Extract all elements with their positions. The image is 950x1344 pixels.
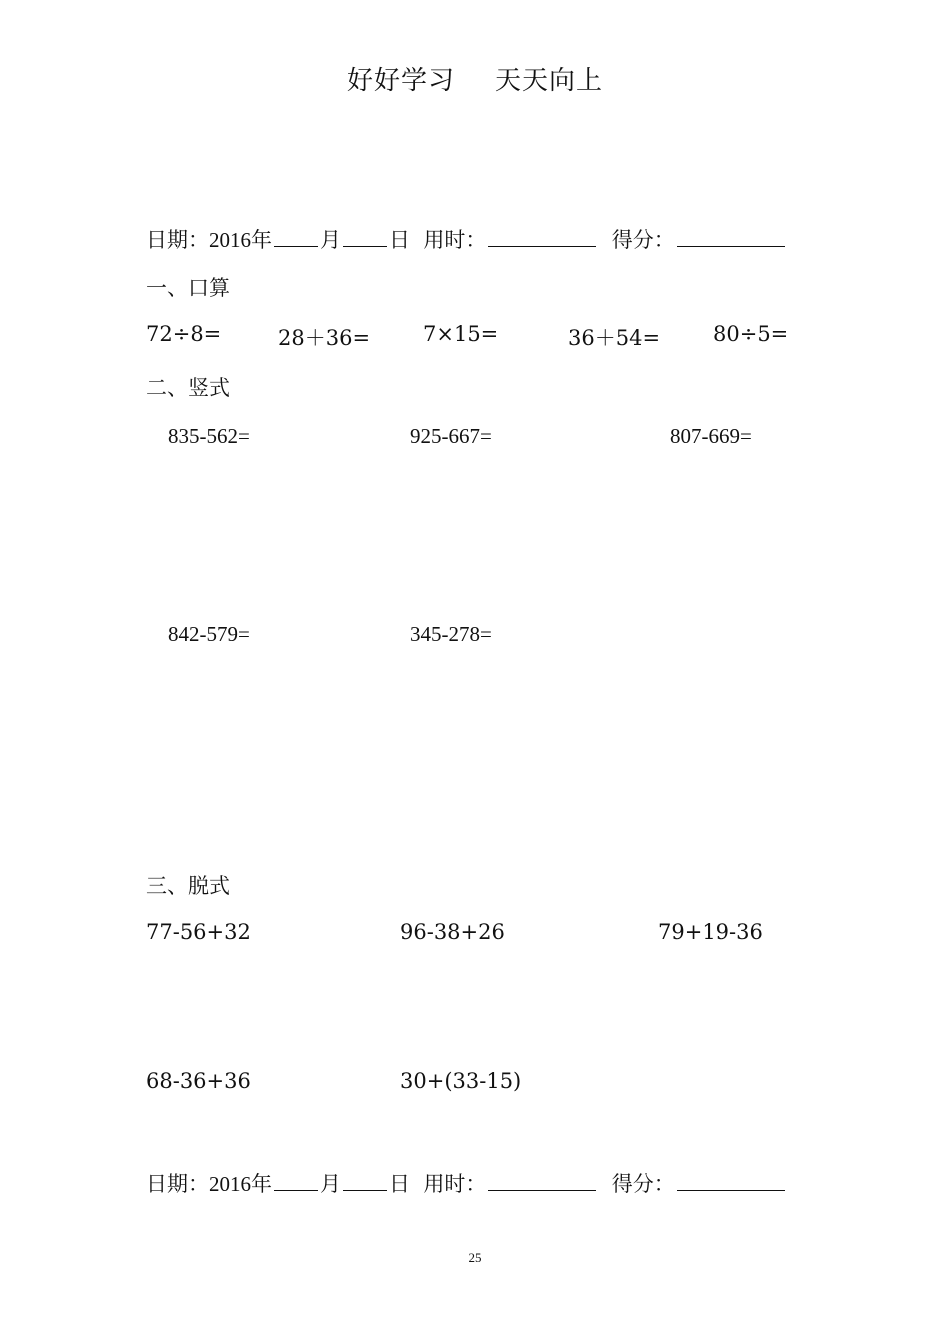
date-label: 日期： (146, 228, 209, 252)
section-heading-vertical-calc: 二、竖式 (146, 376, 230, 400)
mental-math-item: 7×15= (423, 322, 499, 346)
step-calc-item: 96-38+26 (400, 920, 505, 944)
date-line-top (146, 224, 787, 254)
vertical-calc-item: 842-579= (168, 622, 250, 646)
month-unit: 月 (320, 228, 341, 252)
time-blank[interactable] (488, 1172, 596, 1191)
month-blank[interactable] (274, 228, 318, 247)
section-heading-mental-math: 一、口算 (146, 276, 230, 300)
time-label: 用时： (423, 1172, 487, 1196)
page-number: 25 (468, 1250, 482, 1265)
step-calc-item: 79+19-36 (658, 920, 763, 944)
vertical-calc-item: 925-667= (410, 424, 492, 448)
mental-math-item: 28＋36= (278, 326, 371, 350)
day-unit: 日 (389, 228, 410, 252)
date-label: 日期： (146, 1172, 209, 1196)
day-blank[interactable] (343, 228, 387, 247)
day-unit: 日 (389, 1172, 410, 1196)
year-value: 2016 (209, 228, 251, 252)
time-label: 用时： (423, 228, 487, 252)
mental-math-item: 80÷5= (713, 322, 789, 346)
step-calc-item: 68-36+36 (146, 1069, 251, 1093)
section-heading-step-calc: 三、脱式 (146, 874, 230, 898)
year-unit: 年 (251, 1172, 272, 1196)
year-value: 2016 (209, 1172, 251, 1196)
title-part-1: 好好学习 (346, 66, 455, 96)
step-calc-item: 30+(33-15) (400, 1069, 522, 1093)
mental-math-item: 72÷8= (146, 322, 222, 346)
score-blank[interactable] (677, 228, 785, 247)
score-label: 得分： (611, 1172, 675, 1196)
day-blank[interactable] (343, 1172, 387, 1191)
score-blank[interactable] (677, 1172, 785, 1191)
vertical-calc-item: 807-669= (670, 424, 752, 448)
vertical-calc-item: 835-562= (168, 424, 250, 448)
title-part-2: 天天向上 (495, 66, 604, 96)
step-calc-item: 77-56+32 (146, 920, 251, 944)
vertical-calc-item: 345-278= (410, 622, 492, 646)
month-blank[interactable] (274, 1172, 318, 1191)
date-line-bottom (146, 1168, 787, 1198)
month-unit: 月 (320, 1172, 341, 1196)
page-title (0, 60, 950, 97)
year-unit: 年 (251, 228, 272, 252)
mental-math-item: 36＋54= (568, 326, 661, 350)
score-label: 得分： (611, 228, 675, 252)
time-blank[interactable] (488, 228, 596, 247)
